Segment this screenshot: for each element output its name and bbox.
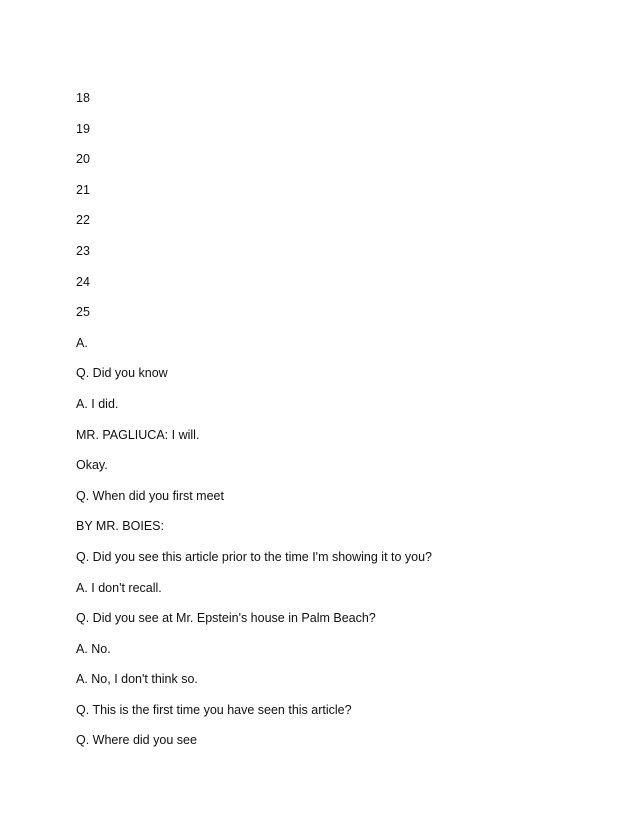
line-number-18: 18 xyxy=(76,91,90,105)
line-number-22: 22 xyxy=(76,213,90,228)
line-number-21: 21 xyxy=(76,182,90,197)
question-line: Q. Did you know xyxy=(76,366,168,381)
answer-line: A. No. xyxy=(76,641,111,656)
answer-line: A. xyxy=(76,335,88,350)
line-number-25: 25 xyxy=(76,305,90,320)
question-line: Q. Did you see at Mr. Epstein's house in Palm Beach? xyxy=(76,611,376,626)
answer-line: A. No, I don't think so. xyxy=(76,672,198,687)
question-line: Q. When did you first meet xyxy=(76,488,224,503)
question-line: Q. Did you see this article prior to the time I'm showing it to you? xyxy=(76,549,433,564)
transcript-line: Okay. xyxy=(76,458,108,473)
line-number-23: 23 xyxy=(76,243,90,258)
line-number-19: 19 xyxy=(76,121,90,136)
answer-line: A. I did. xyxy=(76,396,119,411)
question-line: Q. This is the first time you have seen this article? xyxy=(76,702,352,717)
examiner-heading: BY MR. BOIES: xyxy=(76,519,164,534)
answer-line: A. I don't recall. xyxy=(76,580,162,595)
question-line: Q. Where did you see xyxy=(76,733,197,748)
line-number-24: 24 xyxy=(76,274,90,289)
transcript-lines xyxy=(76,90,432,763)
speaker-line: MR. PAGLIUCA: I will. xyxy=(76,427,200,442)
line-number-20: 20 xyxy=(76,152,90,167)
